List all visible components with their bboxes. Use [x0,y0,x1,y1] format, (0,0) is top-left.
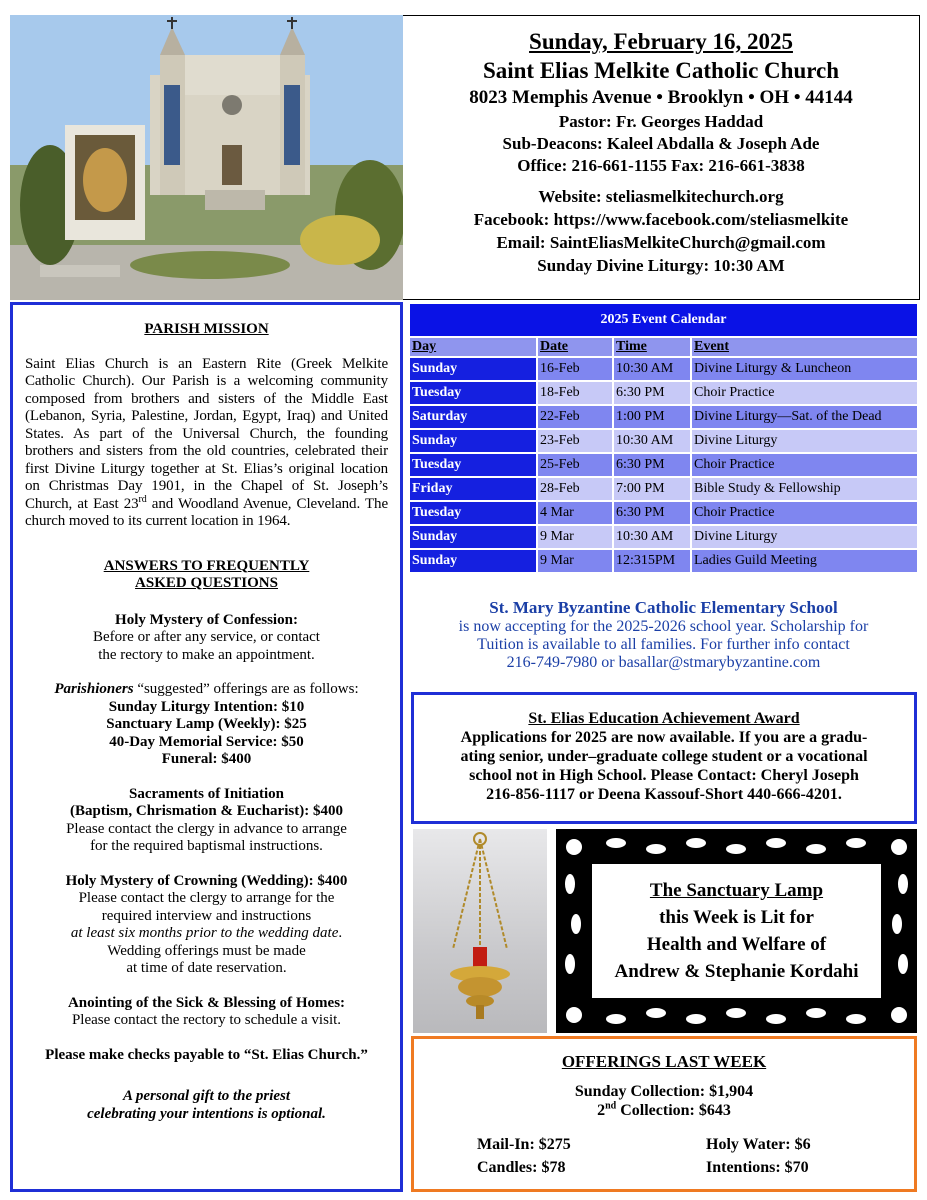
offerings-title: OFFERINGS LAST WEEK [561,1052,767,1071]
cell-date: 16-Feb [538,358,612,380]
sanctuary-lamp-dedication [592,864,881,998]
pastor: Pastor: Fr. Georges Haddad [558,112,764,131]
offering-item: Funeral: $400 [161,751,252,767]
column-header: Date [538,338,612,356]
left-column [10,302,403,1192]
email: Email: SaintEliasMelkiteChurch@gmail.com [496,233,826,252]
cell-day: Tuesday [410,454,536,476]
cell-time: 6:30 PM [614,382,690,404]
cell-day: Friday [410,478,536,500]
lamp-line: this Week is Lit for [659,907,814,928]
cell-time: 10:30 AM [614,430,690,452]
cell-event: Divine Liturgy—Sat. of the Dead [692,406,917,428]
column-header: Day [410,338,536,356]
cell-day: Sunday [410,526,536,548]
cell-time: 6:30 PM [614,502,690,524]
cell-event: Divine Liturgy & Luncheon [692,358,917,380]
church-photo [10,15,403,300]
school-line: is now accepting for the 2025-2026 school year. Scholarship for [458,618,869,635]
checks-note: Please make checks payable to “St. Elias Church.” [45,1046,368,1063]
cell-time: 1:00 PM [614,406,690,428]
cell-day: Tuesday [410,382,536,404]
table-row [410,502,917,524]
cell-time: 10:30 AM [614,358,690,380]
faq-heading-2: ASKED QUESTIONS [135,575,278,591]
mission-heading: PARISH MISSION [144,321,269,337]
cell-day: Sunday [410,430,536,452]
offerings-box [411,1036,917,1192]
lamp-icon [413,829,547,1033]
column-header: Event [692,338,917,356]
cell-date: 28-Feb [538,478,612,500]
wedding-title: Holy Mystery of Crowning (Wedding): $400 [65,872,348,889]
cell-date: 9 Mar [538,526,612,548]
wedding-line: Wedding offerings must be made [107,942,306,959]
table-row [410,430,917,452]
cell-time: 6:30 PM [614,454,690,476]
offering-item: 40-Day Memorial Service: $50 [109,733,304,750]
cell-event: Ladies Guild Meeting [692,550,917,572]
initiation-title: Sacraments of Initiation [129,785,284,802]
cell-date: 18-Feb [538,382,612,404]
table-row [410,406,917,428]
award-box [411,692,917,824]
table-row [410,382,917,404]
cell-day: Tuesday [410,502,536,524]
gift-note: A personal gift to the priest [122,1088,291,1104]
award-line: ating senior, under–graduate college student or a vocational [460,748,868,765]
table-row [410,358,917,380]
offering-item: Sanctuary Lamp (Weekly): $25 [106,716,307,732]
mission-text: Saint Elias Church is an Eastern Rite (Greek Melkite Catholic Church). Our Parish is a welcoming community composed from brothers and sisters of the Middle East (Lebanon, Syria, Palestine, Jordan, Egypt, Iraq) and United States. As part of the Universal Church, the founding brothers and sisters from the old countries, celebrated their first Divine Liturgy together at St. Elias’s original location on Christmas Day 1901, in the Chapel of St. Joseph’s Church, at East 23rd and Woodland Avenue, Cleveland. The church moved to its current location in 1964. [25,355,388,529]
cell-event: Divine Liturgy [692,430,917,452]
cell-event: Divine Liturgy [692,526,917,548]
cell-date: 22-Feb [538,406,612,428]
cell-day: Saturday [410,406,536,428]
facebook: Facebook: https://www.facebook.com/steliasmelkite [473,210,849,229]
cell-event: Choir Practice [692,382,917,404]
lamp-title: The Sanctuary Lamp [649,880,824,901]
cell-date: 4 Mar [538,502,612,524]
award-line: Applications for 2025 are now available. If you are a gradu- [460,729,868,746]
wedding-line: Please contact the clergy to arrange for the [78,890,335,906]
calendar-title: 2025 Event Calendar [410,304,917,336]
wedding-line: at least six months prior to the wedding date. [70,925,343,941]
school-title: St. Mary Byzantine Catholic Elementary School [489,598,838,617]
event-calendar [410,304,917,574]
wedding-line: required interview and instructions [101,907,312,924]
anointing-title: Anointing of the Sick & Blessing of Homes: [67,994,346,1011]
table-row [410,550,917,572]
holy-water: Holy Water: $6 [706,1136,811,1153]
sunday-collection: Sunday Collection: $1,904 [574,1083,754,1100]
cell-date: 23-Feb [538,430,612,452]
cell-event: Choir Practice [692,454,917,476]
subdeacons: Sub-Deacons: Kaleel Abdalla & Joseph Ade [502,134,820,153]
offerings-intro: Parishioners “suggested” offerings are as follows: [54,681,359,697]
cell-time: 10:30 AM [614,526,690,548]
table-row [410,454,917,476]
liturgy-time: Sunday Divine Liturgy: 10:30 AM [537,256,785,275]
award-line: 216-856-1117 or Deena Kassouf-Short 440-666-4201. [486,786,842,803]
cell-time: 7:00 PM [614,478,690,500]
sanctuary-lamp-image [413,829,547,1033]
intentions: Intentions: $70 [706,1159,809,1176]
cell-day: Sunday [410,358,536,380]
candles: Candles: $78 [477,1159,566,1176]
church-name: Saint Elias Melkite Catholic Church [482,58,840,83]
school-line: Tuition is available to all families. For further info contact [477,636,850,653]
table-row [410,526,917,548]
gift-note: celebrating your intentions is optional. [87,1105,326,1122]
cell-date: 25-Feb [538,454,612,476]
second-collection: 2nd Collection: $643 [597,1100,731,1119]
church-address: 8023 Memphis Avenue • Brooklyn • OH • 44144 [469,87,853,108]
confession-line: Before or after any service, or contact [93,629,320,645]
award-line: school not in High School. Please Contact: Cheryl Joseph [469,767,859,784]
confession-title: Holy Mystery of Confession: [115,611,298,628]
calendar-table [408,336,919,574]
church-header [403,15,920,300]
lamp-line: Health and Welfare of [646,934,827,955]
initiation-sub: (Baptism, Chrismation & Eucharist): $400 [70,803,343,819]
initiation-line: for the required baptismal instructions. [90,838,323,854]
cell-event: Choir Practice [692,502,917,524]
mail-in: Mail-In: $275 [477,1136,571,1153]
school-notice [410,598,917,672]
calendar-header-row [410,338,917,356]
wedding-line: at time of date reservation. [126,960,287,976]
lamp-line: Andrew & Stephanie Kordahi [614,961,859,982]
award-title: St. Elias Education Achievement Award [528,710,800,727]
cell-event: Bible Study & Fellowship [692,478,917,500]
website: Website: steliasmelkitechurch.org [538,187,784,206]
phone-numbers: Office: 216-661-1155 Fax: 216-661-3838 [517,156,805,175]
school-line: 216-749-7980 or basallar@stmarybyzantine.com [506,654,821,671]
cell-time: 12:315PM [614,550,690,572]
cell-day: Sunday [410,550,536,572]
offering-item: Sunday Liturgy Intention: $10 [108,698,305,715]
cell-date: 9 Mar [538,550,612,572]
bulletin-date: Sunday, February 16, 2025 [529,29,793,54]
faq-heading-1: ANSWERS TO FREQUENTLY [103,557,310,574]
table-row [410,478,917,500]
confession-line: the rectory to make an appointment. [98,646,315,663]
anointing-line: Please contact the rectory to schedule a visit. [71,1012,342,1028]
column-header: Time [614,338,690,356]
initiation-line: Please contact the clergy in advance to arrange [66,820,347,837]
